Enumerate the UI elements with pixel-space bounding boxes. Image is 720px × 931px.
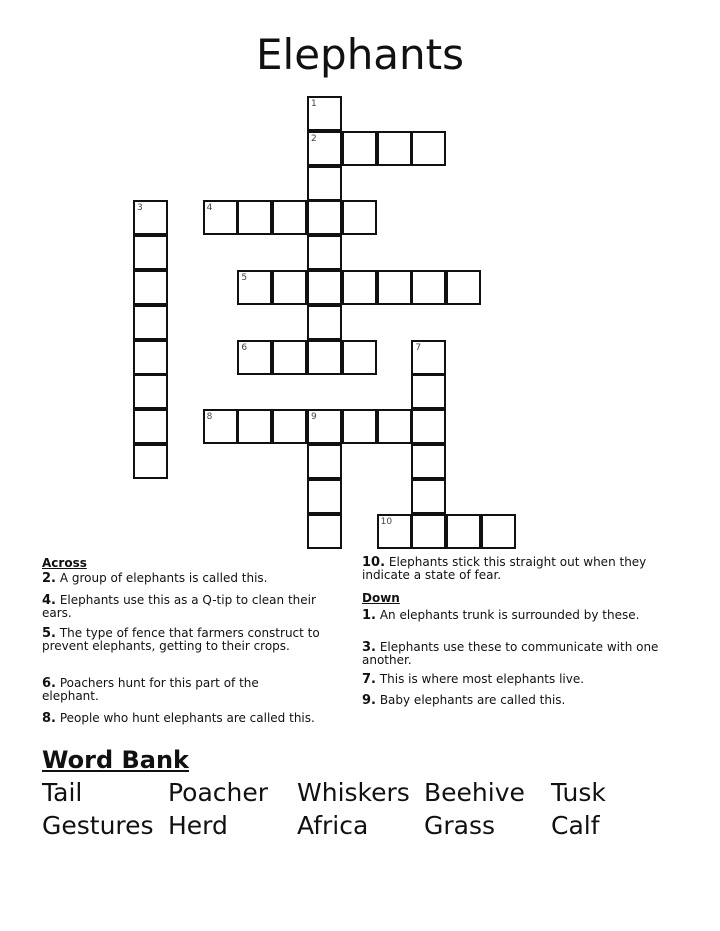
word-bank-word: Tusk [551,778,606,807]
crossword-cell[interactable] [411,444,446,479]
cell-number: 6 [241,342,248,353]
crossword-cell[interactable] [307,444,342,479]
crossword-cell[interactable] [411,409,446,444]
crossword-cell[interactable] [342,200,377,235]
crossword-cell[interactable] [342,409,377,444]
clue-number: 7. [362,672,376,687]
crossword-cell[interactable] [203,200,238,235]
word-bank-word: Herd [168,811,228,840]
crossword-cell[interactable] [307,340,342,375]
word-bank-word: Whiskers [297,778,410,807]
cell-number: 2 [311,133,317,144]
clue-number: 4. [42,593,56,608]
cell-number: 3 [137,203,143,214]
clue-text: The type of fence that farmers construct to prevent elephants, getting to their crops. [42,626,320,653]
crossword-cell[interactable] [272,200,307,235]
crossword-cell[interactable] [237,409,272,444]
crossword-cell[interactable] [411,270,446,305]
clue-down-1 [362,609,642,622]
clue-number: 2. [42,571,56,586]
crossword-cell[interactable] [411,374,446,409]
crossword-cell[interactable] [446,270,481,305]
crossword-cell[interactable] [342,270,377,305]
clue-text: People who hunt elephants are called this. [59,711,315,725]
cell-number: 8 [206,412,213,423]
cell-number: 7 [415,342,422,353]
crossword-cell[interactable] [272,340,307,375]
clue-number: 3. [362,640,376,655]
crossword-cell[interactable] [307,305,342,340]
crossword-cell[interactable] [411,131,446,166]
crossword-cell[interactable] [446,514,481,549]
crossword-cell[interactable] [272,409,307,444]
word-bank-word: Poacher [168,778,269,807]
crossword-cell[interactable] [411,479,446,514]
clue-number: 9. [362,693,376,708]
crossword-cell[interactable] [133,270,168,305]
crossword-cell[interactable] [307,270,342,305]
word-bank-word: Gestures [42,811,154,840]
crossword-cell[interactable] [133,235,168,270]
clue-text: A group of elephants is called this. [59,571,268,585]
clue-down-3 [362,641,667,667]
clue-number: 10. [362,555,386,570]
crossword-cell[interactable] [307,166,342,201]
crossword-cell[interactable] [133,409,168,444]
clue-across-5 [42,627,332,653]
crossword-cell[interactable] [237,340,272,375]
crossword-cell[interactable] [307,479,342,514]
crossword-cell[interactable] [307,409,342,444]
word-bank-word: Calf [551,811,600,840]
crossword-cell[interactable] [377,514,412,549]
word-bank-word: Beehive [424,778,525,807]
crossword-cell[interactable] [411,340,446,375]
clue-across-8 [42,712,362,725]
clue-text: Baby elephants are called this. [379,693,566,707]
page-title: Elephants [255,30,465,79]
crossword-cell[interactable] [377,270,412,305]
clue-text: Elephants stick this straight out when they indicate a state of fear. [362,555,647,582]
crossword-cell[interactable] [377,409,412,444]
crossword-cell[interactable] [342,340,377,375]
crossword-cell[interactable] [307,131,342,166]
clue-across-10 [362,556,662,582]
word-bank-heading: Word Bank [42,746,190,774]
clue-across-4 [42,594,342,620]
crossword-cell[interactable] [377,131,412,166]
down-heading: Down [362,591,400,605]
crossword-cell[interactable] [307,96,342,131]
cell-number: 5 [241,273,248,283]
crossword-cell[interactable] [481,514,516,549]
crossword-cell[interactable] [133,200,168,235]
clue-down-7 [362,673,662,686]
crossword-cell[interactable] [307,235,342,270]
cell-number: 9 [311,412,317,423]
crossword-cell[interactable] [272,270,307,305]
crossword-cell[interactable] [133,305,168,340]
clue-text: Poachers hunt for this part of the elephant. [42,676,259,703]
across-heading: Across [42,556,87,570]
cell-number: 4 [206,203,213,214]
crossword-cell[interactable] [133,340,168,375]
clue-down-9 [362,694,662,707]
clue-text: Elephants use these to communicate with one another. [362,640,659,667]
clue-across-6 [42,677,302,703]
crossword-cell[interactable] [411,514,446,549]
clue-text: Elephants use this as a Q-tip to clean their ears. [42,593,316,620]
clue-text: An elephants trunk is surrounded by these. [379,608,640,622]
cell-number: 10 [380,516,393,527]
crossword-cell[interactable] [307,200,342,235]
crossword-cell[interactable] [307,514,342,549]
cell-number: 1 [311,99,317,109]
word-bank-word: Grass [424,811,496,840]
crossword-cell[interactable] [237,200,272,235]
crossword-cell[interactable] [237,270,272,305]
clue-text: This is where most elephants live. [379,672,585,686]
clue-across-2 [42,572,342,585]
crossword-cell[interactable] [203,409,238,444]
clue-number: 1. [362,608,376,623]
word-bank-word: Tail [42,778,83,807]
clue-number: 8. [42,711,56,726]
crossword-cell[interactable] [133,444,168,479]
crossword-cell[interactable] [133,374,168,409]
crossword-cell[interactable] [342,131,377,166]
word-bank-word: Africa [297,811,369,840]
clue-number: 5. [42,626,56,641]
clue-number: 6. [42,676,56,691]
